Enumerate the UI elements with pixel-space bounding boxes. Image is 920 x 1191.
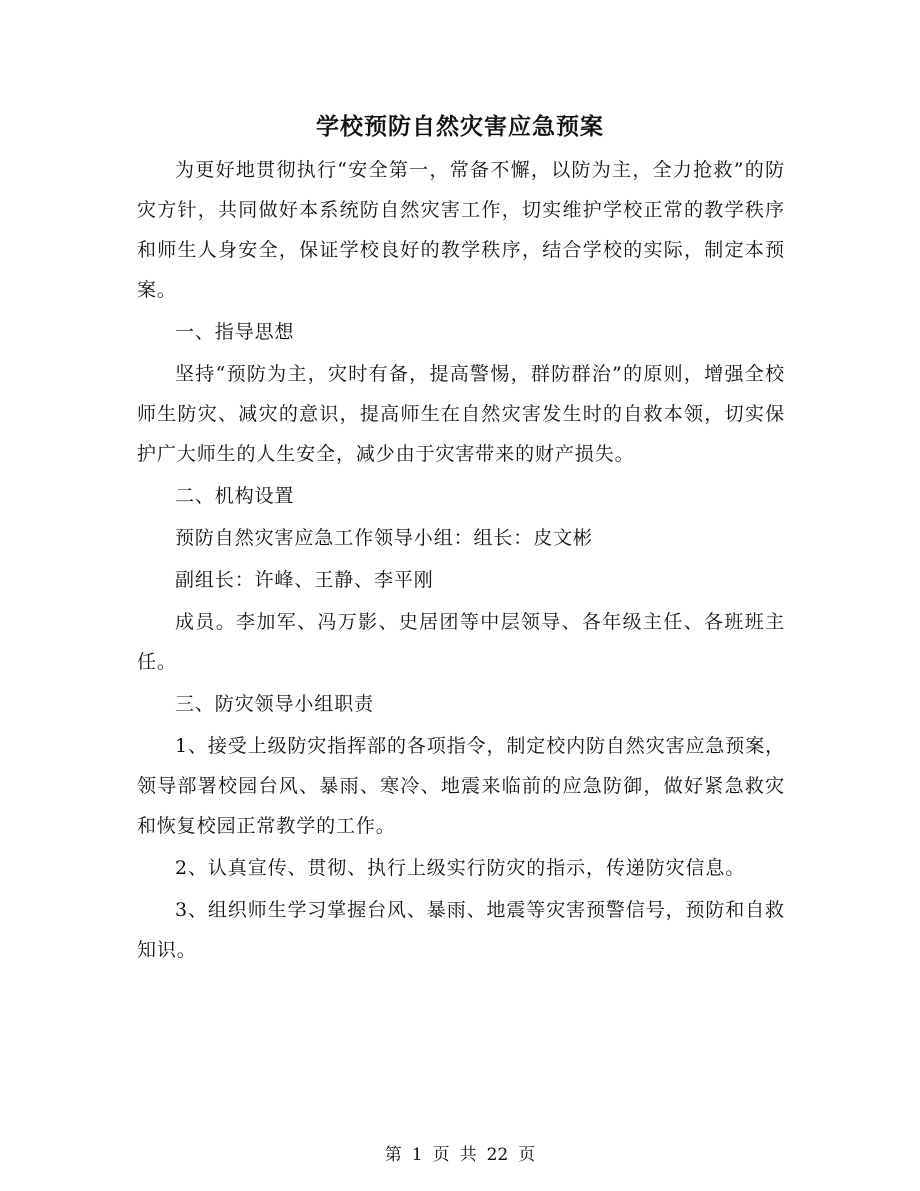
guiding-ideology-paragraph: 坚持“预防为主，灾时有备，提高警惕，群防群治”的原则，增强全校师生防灾、减灾的意识，提高师生在自然灾害发生时的自救本领，切实保护广大师生的人生安全，减少由于灾害带来的财产损失。 — [137, 363, 785, 465]
section-heading-organization: 二、机构设置 — [175, 485, 295, 507]
section-heading-duties: 三、防灾领导小组职责 — [175, 693, 375, 715]
members-line: 成员。李加军、冯万影、史居团等中层领导、各年级主任、各班班主任。 — [137, 611, 785, 673]
footer-total-label: 共 — [459, 1145, 477, 1165]
footer-total-pages: 22 — [486, 1145, 509, 1165]
page-title: 学校预防自然灾害应急预案 — [316, 113, 604, 140]
footer-page-label: 第 — [384, 1145, 402, 1165]
intro-paragraph: 为更好地贯彻执行“安全第一，常备不懈，以防为主，全力抢救”的防灾方针，共同做好本系统防自然灾害工作，切实维护学校正常的教学秩序和师生人身安全，保证学校良好的教学秩序，结合学校的实际，制定本预案。 — [137, 159, 785, 301]
page-footer — [0, 1140, 920, 1165]
footer-page-unit: 页 — [432, 1145, 450, 1165]
deputy-leader-line: 副组长：许峰、王静、李平刚 — [175, 569, 434, 591]
duty-item-1: 1、接受上级防灾指挥部的各项指令，制定校内防自然灾害应急预案，领导部署校园台风、暴雨、寒冷、地震来临前的应急防御，做好紧急救灾和恢复校园正常教学的工作。 — [137, 735, 785, 837]
document-body — [137, 150, 785, 972]
leader-line: 预防自然灾害应急工作领导小组：组长：皮文彬 — [175, 527, 593, 549]
footer-page-number: 1 — [411, 1145, 423, 1165]
footer-total-unit: 页 — [518, 1145, 536, 1165]
duty-item-2: 2、认真宣传、贯彻、执行上级实行防灾的指示，传递防灾信息。 — [175, 857, 746, 879]
section-heading-guiding-ideology: 一、指导思想 — [175, 321, 295, 343]
duty-item-3: 3、组织师生学习掌握台风、暴雨、地震等灾害预警信号，预防和自救知识。 — [137, 899, 785, 961]
